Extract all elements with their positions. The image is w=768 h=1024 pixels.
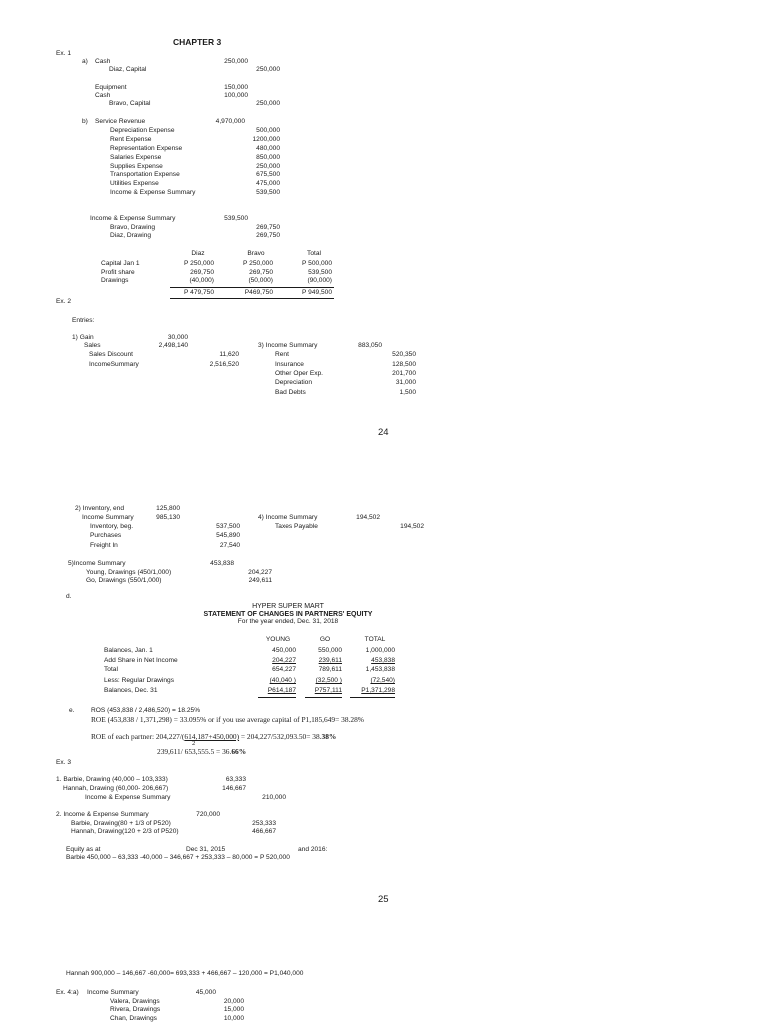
ex3-p2-line1: 2. Income & Expense Summary	[56, 811, 149, 818]
ex1-table-col-bravo: Bravo	[247, 250, 265, 257]
page-number-25: 25	[378, 894, 389, 905]
ex1-b-item-amount: 475,000	[256, 180, 280, 187]
page-number-24: 24	[378, 427, 389, 438]
ex1-table-row-label: Profit share	[101, 269, 135, 276]
ex1-b-item: Depreciation Expense	[110, 127, 175, 134]
ex1-a-line5-credit: 250,000	[256, 100, 280, 107]
ex2-e3-item: Rent	[275, 351, 289, 358]
ex1-a-line3-debit: 150,000	[224, 84, 248, 91]
ex1-b-item: Rent Expense	[110, 136, 152, 143]
ex2-e-marker: e.	[69, 707, 75, 714]
ex2-e1-line3: Sales Discount	[89, 351, 133, 358]
ex3-p2-line3: Hannah, Drawing(120 + 2/3 of P520)	[71, 828, 179, 835]
ex3-equity-date: Dec 31, 2015	[186, 846, 226, 853]
ex2-e1-line3-amount: 11,620	[219, 351, 239, 358]
ex1-a-line2-credit: 250,000	[256, 66, 280, 73]
ratio-ros: ROS (453,838 / 2,486,520) = 18.25%	[91, 707, 201, 714]
ex3-p1-line1: 1. Barbie, Drawing (40,000 – 103,333)	[56, 776, 168, 783]
ratio-roe-each-part2: = 204,227/532,093.50= 38.	[239, 732, 322, 741]
ex1-close-head: Income & Expense Summary	[90, 215, 176, 222]
ex1-table-cell: 269,750	[249, 269, 273, 276]
ex1-table-col-diaz: Diaz	[191, 250, 205, 257]
ex2-e3-item: Bad Debts	[275, 389, 306, 396]
ex2-e3-item-amount: 128,500	[392, 361, 416, 368]
ex2-e2-item: Inventory, beg.	[90, 523, 134, 530]
ex2-e3-item-amount: 201,700	[392, 370, 416, 377]
statement-cell: (40,040 )	[269, 677, 296, 684]
ex1-close-line2: Diaz, Drawing	[110, 232, 152, 239]
ex4-head-amount: 45,000	[195, 989, 216, 996]
ex2-e3-item-amount: 1,500	[399, 389, 416, 396]
ex4-item-amount: 15,000	[223, 1006, 244, 1013]
ratio-roe-each-denominator: 614,187+450,000)	[184, 732, 240, 741]
ex2-e2-item-amount: 27,540	[219, 542, 240, 549]
ex4-item-amount: 20,000	[223, 998, 244, 1005]
ex2-e5-head: 5)Income Summary	[68, 560, 126, 567]
statement-cell: 1,453,838	[365, 666, 395, 673]
ex3-barbie-equity: Barbie 450,000 – 63,333 -40,000 – 346,667 + 253,333 – 80,000 = P 520,000	[66, 854, 290, 861]
ex3-p1-line2-amount: 146,667	[222, 785, 246, 792]
ex3-p1-line1-amount: 63,333	[225, 776, 246, 783]
statement-cell: 450,000	[272, 647, 296, 654]
statement-cell: (32,500 )	[315, 677, 342, 684]
ex2-e1-line4: IncomeSummary	[89, 361, 139, 368]
ex2-e3-head-amount: 883,050	[358, 342, 382, 349]
ex1-b-head-debit: 4,970,000	[215, 118, 245, 125]
ex2-e5-line2-amount: 204,227	[248, 569, 272, 576]
ex4-label: Ex. 4:a)	[56, 989, 79, 996]
ex1-b-item-amount: 250,000	[256, 163, 280, 170]
ex1-a-line3: Equipment	[95, 84, 127, 91]
statement-cell: P757,111	[314, 687, 342, 694]
statement-cell: 204,227	[272, 657, 296, 664]
ex2-e4-head: 4) Income Summary	[258, 514, 318, 521]
ex2-e4-line2-amount: 194,502	[400, 523, 424, 530]
ex2-e2-line1: 2) Inventory, end	[75, 505, 124, 512]
ex1-close-line2-credit: 269,750	[256, 232, 280, 239]
ex1-close-line1-credit: 269,750	[256, 224, 280, 231]
ex1-table-cell: 269,750	[190, 269, 214, 276]
ratio-roe-each-part1: ROE of each partner: 204,227/(	[91, 732, 185, 741]
ex1-table-row-label: Drawings	[101, 277, 129, 284]
ex1-label: Ex. 1	[56, 50, 72, 57]
ex1-table-col-total: Total	[307, 250, 321, 257]
ex2-e4-line2: Taxes Payable	[275, 523, 318, 530]
ratio-roe: ROE (453,838 / 1,371,298) = 33.095% or if you use average capital of P1,185,649= 38.28%	[91, 715, 364, 724]
ex1-b-item: Utilities Expense	[110, 180, 159, 187]
statement-double-rule	[350, 697, 395, 698]
ex2-e1-line4-amount: 2,516,520	[209, 361, 239, 368]
statement-cell: P614,187	[267, 687, 296, 694]
ex1-b-item-amount: 539,500	[256, 189, 280, 196]
ratio-go	[157, 748, 246, 755]
statement-cell: 789,611	[318, 666, 342, 673]
ex2-e3-item: Insurance	[275, 361, 304, 368]
ex1-table-cell: P 250,000	[243, 260, 273, 267]
ex1-b-item-amount: 850,000	[256, 154, 280, 161]
ex1-close-line1: Bravo, Drawing	[110, 224, 156, 231]
ex2-e1-line1: 1) Gain	[72, 334, 94, 341]
statement-company: HYPER SUPER MART	[252, 603, 324, 610]
ex1-table-total: P 949,500	[302, 289, 332, 296]
ex2-e5-line3: Go, Drawings (550/1,000)	[86, 577, 162, 584]
ex2-e3-item: Depreciation	[275, 379, 313, 386]
ex3-p1-line3: Income & Expense Summary	[85, 794, 171, 801]
ex1-a-line4: Cash	[95, 92, 111, 99]
statement-col-go: GO	[319, 636, 331, 643]
ex2-label: Ex. 2	[56, 298, 72, 305]
ratio-divisor: 2	[192, 740, 196, 747]
ex1-b-marker: b)	[82, 118, 88, 125]
ex1-a-line4-debit: 100,000	[224, 92, 248, 99]
statement-col-young: YOUNG	[265, 636, 291, 643]
ex2-e2-item-amount: 545,890	[216, 532, 240, 539]
ex1-table-sum-rule	[170, 287, 334, 288]
ex2-e3-item-amount: 31,000	[395, 379, 416, 386]
statement-double-rule	[305, 697, 342, 698]
ex2-e5-line2: Young, Drawings (450/1,000)	[86, 569, 172, 576]
ex1-table-cell: P 500,000	[302, 260, 332, 267]
ex1-table-cell: (90,000)	[307, 277, 332, 284]
ex1-table-row-label: Capital Jan 1	[101, 260, 140, 267]
ex1-b-item-amount: 500,000	[256, 127, 280, 134]
ex1-b-item-amount: 480,000	[256, 145, 280, 152]
ex1-table-cell: (40,000)	[189, 277, 214, 284]
ex1-b-item: Income & Expense Summary	[110, 189, 196, 196]
ex3-p2-line2-amount: 253,333	[252, 820, 276, 827]
ex3-hannah-equity: Hannah 900,000 – 146,667 -60,000= 693,333 + 466,667 – 120,000 = P1,040,000	[66, 970, 304, 977]
ex1-b-item-amount: 1200,000	[252, 136, 280, 143]
statement-cell: 239,611	[318, 657, 342, 664]
ex2-e2-item-amount: 537,500	[216, 523, 240, 530]
statement-cell: (72,540)	[370, 677, 395, 684]
ex2-e3-item-amount: 520,350	[392, 351, 416, 358]
statement-row-label: Total	[104, 666, 118, 673]
ex1-table-cell: P 250,000	[184, 260, 214, 267]
ex3-label: Ex. 3	[56, 759, 72, 766]
ex2-e1-line2-amount: 2,498,140	[158, 342, 188, 349]
ex2-e2-line1-amount: 125,800	[156, 505, 180, 512]
ex1-b-head: Service Revenue	[95, 118, 146, 125]
ex3-equity-year: and 2016:	[298, 846, 328, 853]
ex2-e4-head-amount: 194,502	[356, 514, 380, 521]
ex1-b-item: Transportation Expense	[110, 171, 180, 178]
ex1-a-line2: Diaz, Capital	[109, 66, 147, 73]
ex2-e2-item: Purchases	[90, 532, 122, 539]
statement-period: For the year ended, Dec. 31, 2018	[237, 618, 339, 625]
statement-title: STATEMENT OF CHANGES IN PARTNERS' EQUITY	[203, 611, 373, 618]
ex1-table-double-rule	[170, 298, 334, 299]
ex2-e3-head: 3) Income Summary	[258, 342, 318, 349]
ratio-roe-each-result: 38%	[321, 732, 337, 741]
ex1-table-cell: 539,500	[308, 269, 332, 276]
ex4-item: Valera, Drawings	[110, 998, 160, 1005]
statement-row-label: Balances, Jan. 1	[104, 647, 153, 654]
ex2-d-marker: d.	[66, 593, 72, 600]
ex1-table-cell: (50,000)	[248, 277, 273, 284]
ex3-p2-line2: Barbie, Drawing(80 + 1/3 of P520)	[71, 820, 171, 827]
statement-row-label: Less: Regular Drawings	[104, 677, 174, 684]
ex2-e2-item: Freight In	[90, 542, 118, 549]
ex4-item: Chan, Drawings	[110, 1015, 157, 1022]
ex3-p1-line3-amount: 210,000	[262, 794, 286, 801]
statement-cell: P1,371,298	[361, 687, 395, 694]
ex1-a-line5: Bravo, Capital	[109, 100, 151, 107]
chapter-title: CHAPTER 3	[173, 37, 222, 47]
statement-double-rule	[258, 697, 296, 698]
statement-cell: 1,000,000	[365, 647, 395, 654]
ratio-go-result: 66%	[231, 747, 247, 756]
ex2-entries-label: Entries:	[72, 317, 95, 324]
ex3-p2-line3-amount: 466,667	[252, 828, 276, 835]
ex1-a-line1: Cash	[95, 58, 111, 65]
ex3-p1-line2: Hannah, Drawing (60,000- 206,667)	[63, 785, 169, 792]
ex2-e1-line2: Sales	[84, 342, 101, 349]
ex1-a-marker: a)	[82, 58, 88, 65]
statement-cell: 654,227	[272, 666, 296, 673]
ex3-p2-line1-amount: 720,000	[196, 811, 220, 818]
ex3-equity-label: Equity as at	[66, 846, 101, 853]
ex1-table-total: P469,750	[244, 289, 273, 296]
statement-row-label: Balances, Dec. 31	[104, 687, 158, 694]
ex2-e1-line1-amount: 30,000	[167, 334, 188, 341]
statement-row-label: Add Share in Net Income	[104, 657, 178, 664]
statement-col-total: TOTAL	[364, 636, 386, 643]
ex4-item-amount: 10,000	[223, 1015, 244, 1022]
ex2-e2-line2: Income Summary	[82, 514, 134, 521]
statement-cell: 453,838	[371, 657, 395, 664]
ratio-go-part1: 239,611/ 653,555.5 = 36.	[157, 747, 232, 756]
ex2-e5-line3-amount: 249,611	[248, 577, 272, 584]
ex1-b-item-amount: 675,500	[256, 171, 280, 178]
ex1-b-item: Representation Expense	[110, 145, 183, 152]
ex2-e2-line2-amount: 985,130	[156, 514, 180, 521]
ex1-close-head-debit: 539,500	[224, 215, 248, 222]
ex4-item: Rivera, Drawings	[110, 1006, 161, 1013]
ex1-a-line1-debit: 250,000	[224, 58, 248, 65]
ex2-e5-head-amount: 453,838	[210, 560, 234, 567]
statement-cell: 550,000	[318, 647, 342, 654]
ratio-roe-each	[91, 733, 336, 740]
ex1-b-item: Salaries Expense	[110, 154, 162, 161]
ex1-b-item: Supplies Expense	[110, 163, 163, 170]
ex2-e3-item: Other Oper Exp.	[275, 370, 324, 377]
ex4-head: Income Summary	[87, 989, 139, 996]
ex1-table-total: P 479,750	[184, 289, 214, 296]
